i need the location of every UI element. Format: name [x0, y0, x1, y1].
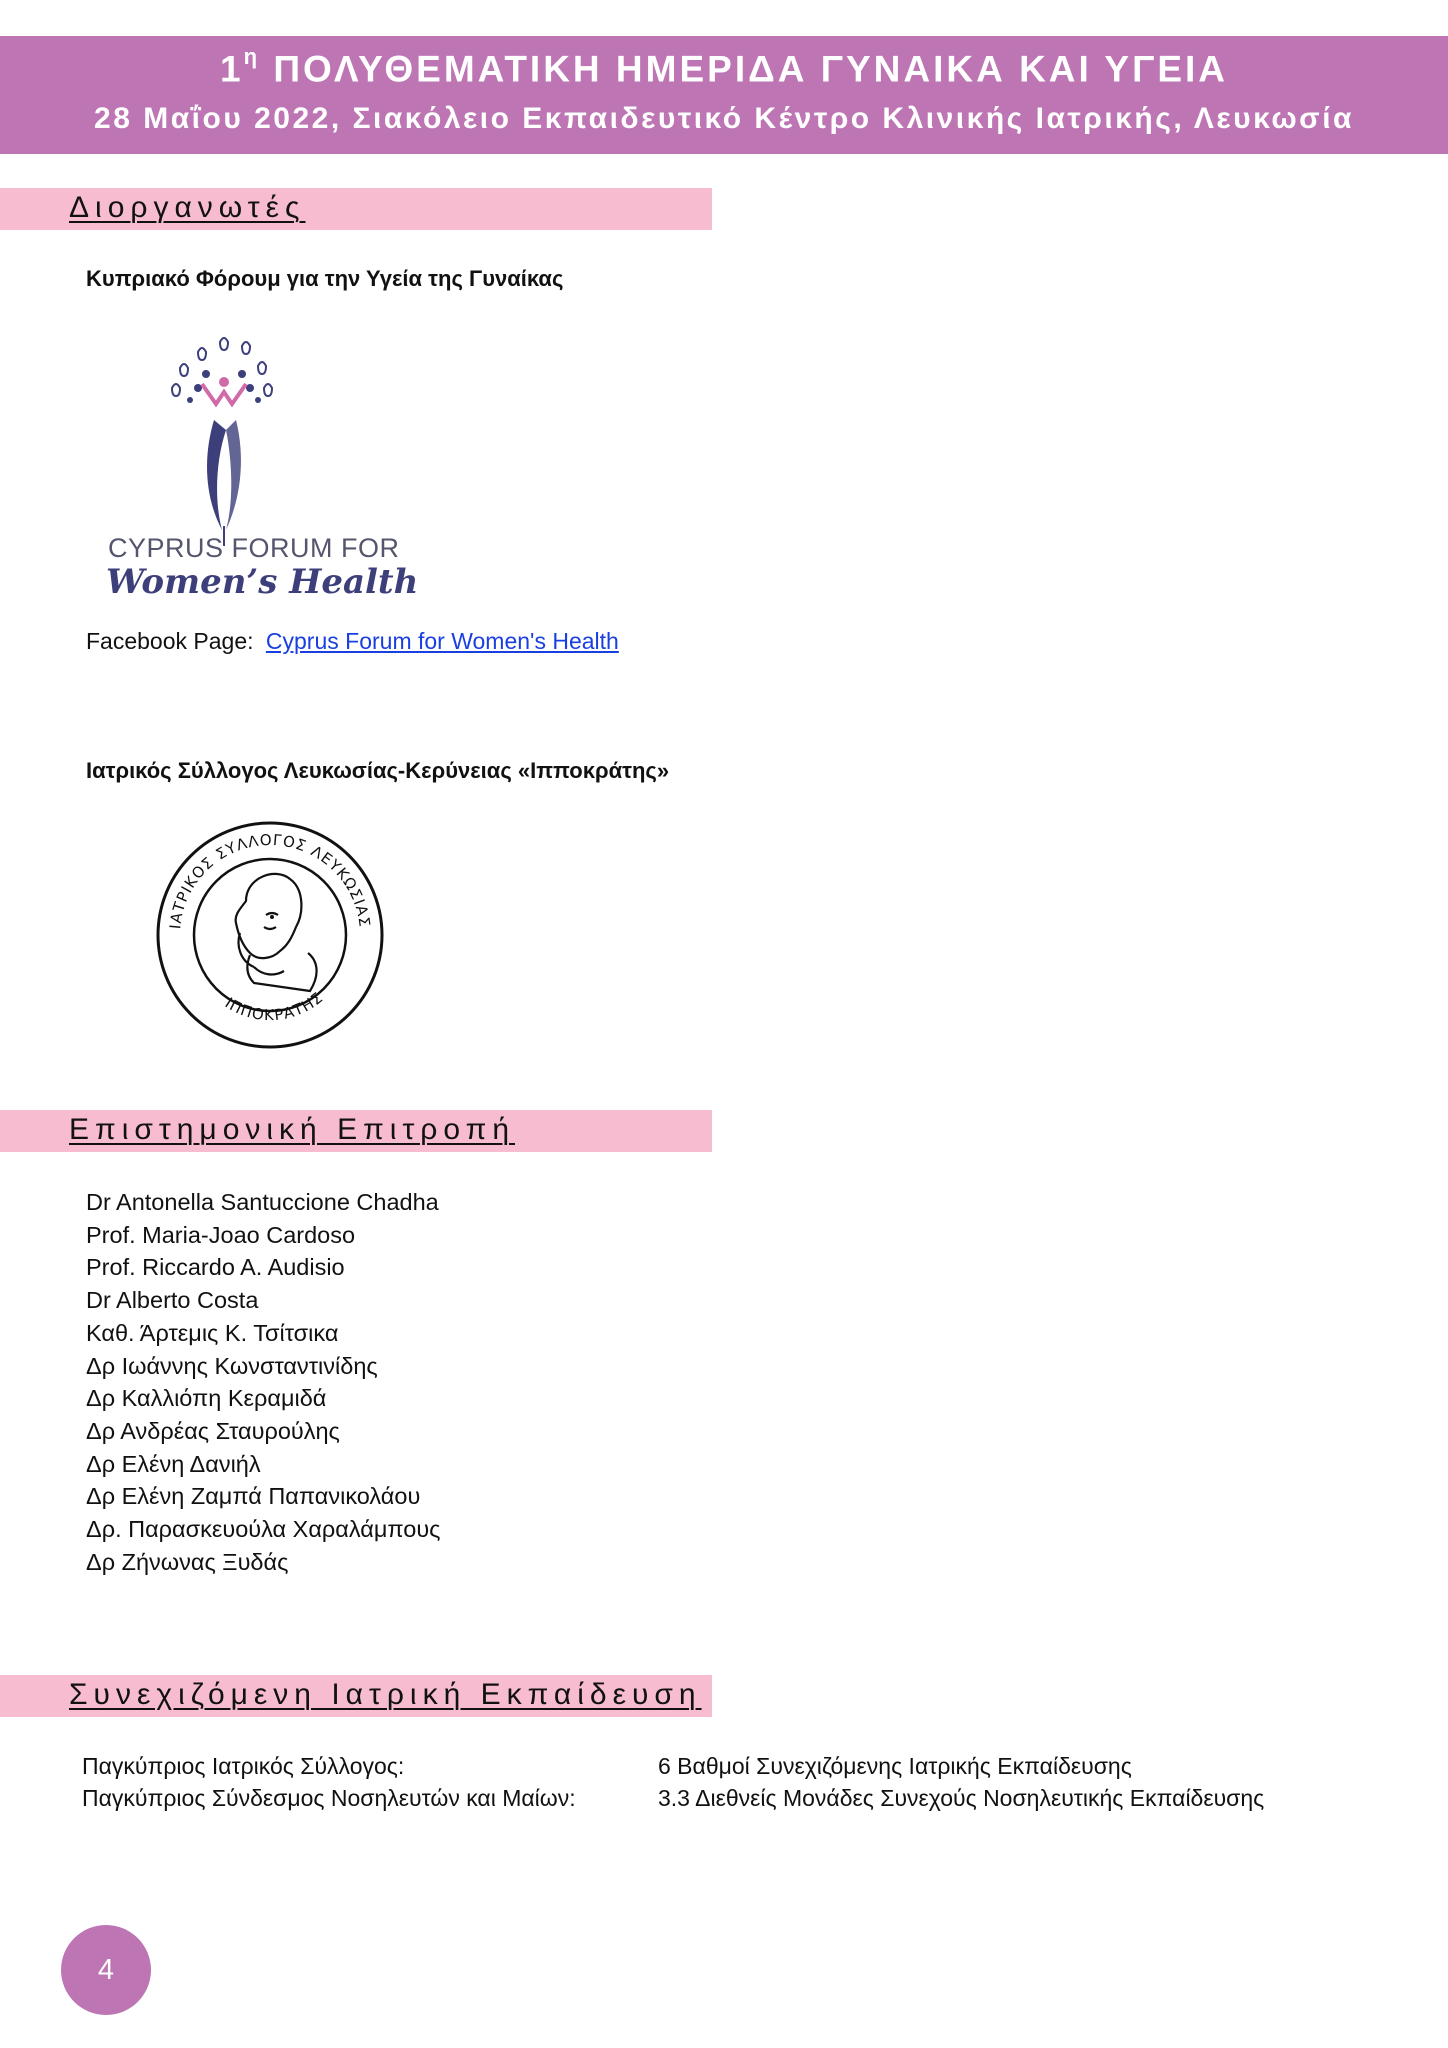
logo-text-line1: CYPRUS FORUM FOR — [108, 533, 400, 563]
title-superscript: η — [243, 44, 261, 69]
svg-text:ΙΠΠΟΚΡΑΤΗΣ — [222, 988, 327, 1024]
list-item: Δρ Ιωάννης Κωνσταντινίδης — [86, 1352, 378, 1379]
seal-text-arc: ΙΑΤΡΙΚΟΣ ΣΥΛΛΟΓΟΣ ΛΕΥΚΩΣΙΑΣ — [166, 830, 374, 930]
section-heading-organizers: Διοργανωτές — [69, 191, 306, 224]
cme-body-2: Παγκύπριος Σύνδεσμος Νοσηλευτών και Μαίων: — [82, 1785, 576, 1811]
list-item: Dr Alberto Costa — [86, 1287, 259, 1314]
list-item: Καθ. Άρτεμις Κ. Τσίτσικα — [86, 1319, 339, 1346]
list-item: Δρ Ανδρέας Σταυρούλης — [86, 1417, 340, 1444]
list-item: Δρ Ελένη Ζαμπά Παπανικολάου — [86, 1483, 421, 1510]
cme-credits-2: 3.3 Διεθνείς Μονάδες Συνεχούς Νοσηλευτικής Εκπαίδευσης — [658, 1785, 1265, 1811]
cyprus-forum-logo — [102, 330, 419, 610]
section-heading-committee: Επιστημονική Επιτροπή — [69, 1113, 516, 1146]
hippocrates-seal-icon — [150, 815, 390, 1055]
list-item: Δρ Καλλιόπη Κεραμιδά — [86, 1385, 327, 1412]
committee-list — [86, 1186, 441, 1578]
list-item: Δρ Ελένη Δανιήλ — [86, 1450, 261, 1477]
event-title: $1^\eta$ ΠΟΛΥΘΕΜΑΤΙΚΗ ΗΜΕΡΙΔΑ ΓΥΝΑΙΚΑ ΚΑΙ ΥΓΕΙΑ — [220, 44, 1228, 90]
svg-text:ΙΑΤΡΙΚΟΣ ΣΥΛΛΟΓΟΣ ΛΕΥΚΩΣΙΑΣ - — [150, 815, 374, 934]
list-item: Prof. Maria-Joao Cardoso — [86, 1221, 356, 1248]
cme-credits-1: 6 Βαθμοί Συνεχιζόμενης Ιατρικής Εκπαίδευσης — [658, 1753, 1132, 1779]
list-item: Dr Antonella Santuccione Chadha — [86, 1189, 439, 1215]
organizer-2-name: Ιατρικός Σύλλογος Λευκωσίας-Κερύνειας «Ιπποκράτης» — [86, 758, 670, 783]
list-item: Δρ Ζήνωνας Ξυδάς — [86, 1548, 289, 1575]
header-banner — [0, 36, 1448, 154]
seal-text-bottom: ΙΠΠΟΚΡΑΤΗΣ — [221, 988, 327, 1025]
section-heading-cme: Συνεχιζόμενη Ιατρική Εκπαίδευση — [69, 1678, 702, 1711]
page-number: 4 — [97, 1953, 115, 1986]
list-item: Δρ. Παρασκευούλα Χαραλάμπους — [86, 1516, 441, 1543]
page-number-badge — [61, 1925, 151, 2015]
list-item: Prof. Riccardo A. Audisio — [86, 1254, 345, 1281]
hippocrates-seal — [150, 815, 390, 1055]
facebook-line — [86, 628, 619, 655]
facebook-label: Facebook Page: — [86, 628, 254, 654]
event-subtitle: 28 Μαΐου 2022, Σιακόλειο Εκπαιδευτικό Κέντρο Κλινικής Ιατρικής, Λευκωσία — [94, 102, 1354, 135]
facebook-page-link[interactable]: Cyprus Forum for Women's Health — [265, 628, 619, 654]
organizer-1-name: Κυπριακό Φόρουμ για την Υγεία της Γυναίκας — [86, 266, 564, 291]
logo-text-line2: Women’s Health — [106, 562, 419, 602]
cme-body-1: Παγκύπριος Ιατρικός Σύλλογος: — [82, 1753, 405, 1779]
